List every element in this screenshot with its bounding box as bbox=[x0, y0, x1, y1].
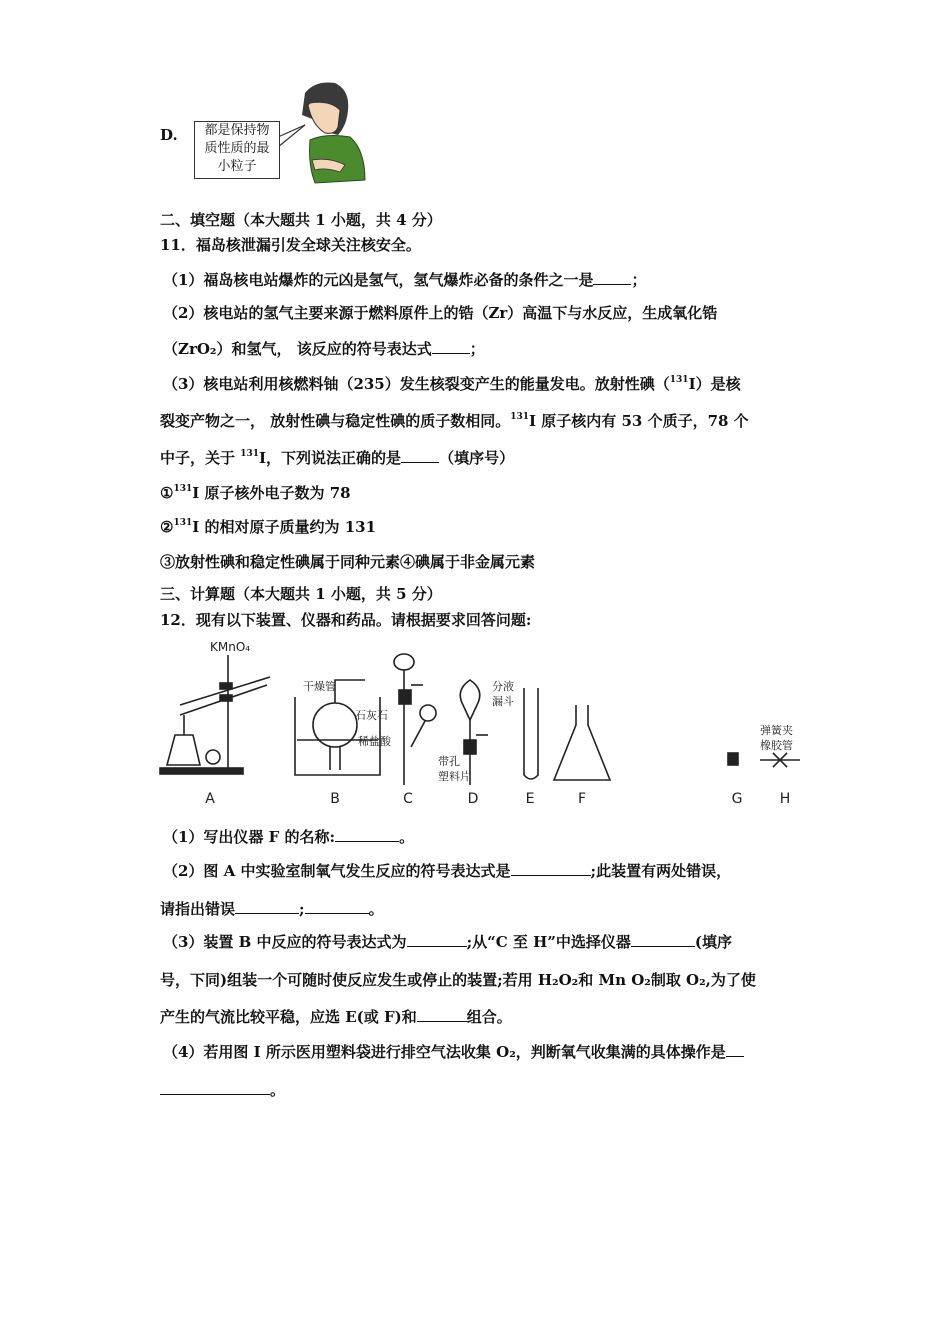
answer-blank[interactable] bbox=[401, 448, 439, 463]
spring-clip-h bbox=[760, 753, 800, 767]
bubble-line: 都是保持物 bbox=[204, 123, 270, 138]
question-11-part-2-line2 bbox=[163, 339, 485, 359]
bubble-line: 质性质的最 bbox=[204, 141, 270, 156]
plate-label-1: 带孔 bbox=[438, 755, 460, 768]
plate-label-2: 塑料片 bbox=[438, 770, 471, 783]
question-12-part-2-line1 bbox=[163, 861, 731, 881]
apparatus-a bbox=[160, 655, 270, 774]
text: （填序号） bbox=[439, 449, 515, 467]
answer-blank[interactable] bbox=[160, 1080, 270, 1095]
text: 中子，关于 bbox=[160, 449, 241, 467]
label-d: D bbox=[467, 791, 479, 807]
label-f: F bbox=[577, 791, 587, 807]
question-11-part-2-line1: （2）核电站的氢气主要来源于燃料原件上的锆（Zr）高温下与水反应，生成氧化锆 bbox=[163, 304, 718, 322]
answer-blank[interactable] bbox=[593, 270, 631, 285]
text: 组合。 bbox=[466, 1008, 512, 1026]
text: ； bbox=[631, 271, 647, 289]
answer-blank[interactable] bbox=[417, 1007, 467, 1022]
apparatus-figure bbox=[155, 635, 805, 815]
label-e: E bbox=[525, 791, 535, 807]
question-12-part-3-line3 bbox=[160, 1007, 512, 1027]
answer-blank[interactable] bbox=[407, 932, 467, 947]
question-11-part-1 bbox=[163, 270, 646, 290]
answer-blank[interactable] bbox=[511, 861, 591, 876]
answer-blank[interactable] bbox=[305, 899, 369, 914]
text: ;此装置有两处错误， bbox=[590, 862, 732, 880]
test-tube-e bbox=[524, 688, 538, 779]
mass-number: 131 bbox=[173, 484, 193, 494]
text: 。 bbox=[368, 900, 384, 918]
mass-number: 131 bbox=[669, 375, 689, 385]
text: （2）图 A 中实验室制氧气发生反应的符号表达式是 bbox=[163, 862, 511, 880]
answer-blank[interactable] bbox=[631, 932, 695, 947]
answer-blank[interactable] bbox=[432, 339, 470, 354]
question-11-part-3-line3 bbox=[160, 448, 514, 468]
section-heading-fill-in: 二、填空题（本大题共 1 小题，共 4 分） bbox=[160, 211, 442, 229]
options-3-4: ③放射性碘和稳定性碘属于同种元素④碘属于非金属元素 bbox=[160, 553, 536, 571]
text: （1）写出仪器 F 的名称: bbox=[163, 828, 336, 846]
question-12-part-1 bbox=[163, 827, 414, 847]
apparatus-c bbox=[394, 654, 436, 785]
text: （ZrO₂）和氢气， 该反应的符号表达式 bbox=[163, 340, 432, 358]
label-a: A bbox=[205, 791, 215, 807]
option-2 bbox=[160, 517, 376, 537]
question-12-part-4-line2 bbox=[160, 1080, 285, 1100]
text: ; bbox=[299, 900, 305, 918]
text: 。 bbox=[270, 1081, 286, 1099]
question-11-part-3-line1 bbox=[163, 374, 741, 394]
option-1 bbox=[160, 483, 351, 503]
kmno4-label: KMnO₄ bbox=[210, 640, 251, 654]
question-12-part-4-line1 bbox=[163, 1042, 744, 1062]
mass-number: 131 bbox=[510, 412, 530, 422]
text: I 原子核外电子数为 78 bbox=[192, 484, 351, 502]
question-12-part-2-line2 bbox=[160, 899, 384, 919]
text: （4）若用图 I 所示医用塑料袋进行排空气法收集 O₂，判断氧气收集满的具体操作是 bbox=[163, 1043, 726, 1061]
section-heading-calculation: 三、计算题（本大题共 1 小题，共 5 分） bbox=[160, 585, 442, 603]
text: （1）福岛核电站爆炸的元凶是氢气，氢气爆炸必备的条件之一是 bbox=[163, 271, 594, 289]
sep-funnel-label-2: 漏斗 bbox=[492, 695, 514, 708]
apparatus-b bbox=[295, 680, 380, 775]
text: 。 bbox=[399, 828, 415, 846]
answer-blank[interactable] bbox=[726, 1042, 744, 1057]
question-11-stem: 11．福岛核泄漏引发全球关注核安全。 bbox=[160, 236, 421, 254]
text: ① bbox=[160, 484, 174, 502]
dilute-hcl-label: 稀盐酸 bbox=[358, 735, 391, 748]
label-g: G bbox=[731, 791, 743, 807]
limestone-label: 石灰石 bbox=[355, 709, 388, 722]
text: 产生的气流比较平稳，应选 E(或 F)和 bbox=[160, 1008, 417, 1026]
text: （3）核电站利用核燃料铀（235）发生核裂变产生的能量发电。放射性碘（ bbox=[163, 375, 670, 393]
label-c: C bbox=[403, 791, 413, 807]
label-h: H bbox=[779, 791, 791, 807]
mass-number: 131 bbox=[173, 518, 193, 528]
text: I）是核 bbox=[688, 375, 741, 393]
option-d-label: D. bbox=[160, 126, 178, 144]
question-12-stem: 12．现有以下装置、仪器和药品。请根据要求回答问题: bbox=[160, 611, 532, 629]
stopper-g bbox=[728, 753, 738, 765]
text: (填序 bbox=[694, 933, 733, 951]
answer-blank[interactable] bbox=[335, 827, 399, 842]
text: I 的相对原子质量约为 131 bbox=[192, 518, 377, 536]
answer-blank[interactable] bbox=[235, 899, 299, 914]
text: （3）装置 B 中反应的符号表达式为 bbox=[163, 933, 407, 951]
text: I，下列说法正确的是 bbox=[259, 449, 402, 467]
text: ； bbox=[469, 340, 485, 358]
spring-clip-label: 弹簧夹 bbox=[760, 724, 793, 737]
text: 裂变产物之一， 放射性碘与稳定性碘的质子数相同。 bbox=[160, 412, 511, 430]
text: I 原子核内有 53 个质子，78 个 bbox=[529, 412, 749, 430]
text: 请指出错误 bbox=[160, 900, 236, 918]
drying-tube-label: 干燥管 bbox=[303, 680, 336, 693]
sep-funnel-label-1: 分液 bbox=[492, 680, 514, 693]
text: ② bbox=[160, 518, 174, 536]
question-12-part-3-line2: 号，下同)组装一个可随时使反应发生或停止的装置;若用 H₂O₂和 Mn O₂制取 O₂,为了使 bbox=[160, 971, 756, 989]
bubble-line: 小粒子 bbox=[217, 159, 257, 174]
question-12-part-3-line1 bbox=[163, 932, 732, 952]
speech-bubble bbox=[194, 121, 280, 179]
question-11-part-3-line2 bbox=[160, 411, 749, 431]
text: ;从“C 至 H”中选择仪器 bbox=[466, 933, 631, 951]
label-b: B bbox=[330, 791, 340, 807]
conical-flask-f bbox=[554, 705, 610, 780]
rubber-tube-label: 橡胶管 bbox=[760, 739, 793, 752]
mass-number: 131 bbox=[240, 449, 260, 459]
